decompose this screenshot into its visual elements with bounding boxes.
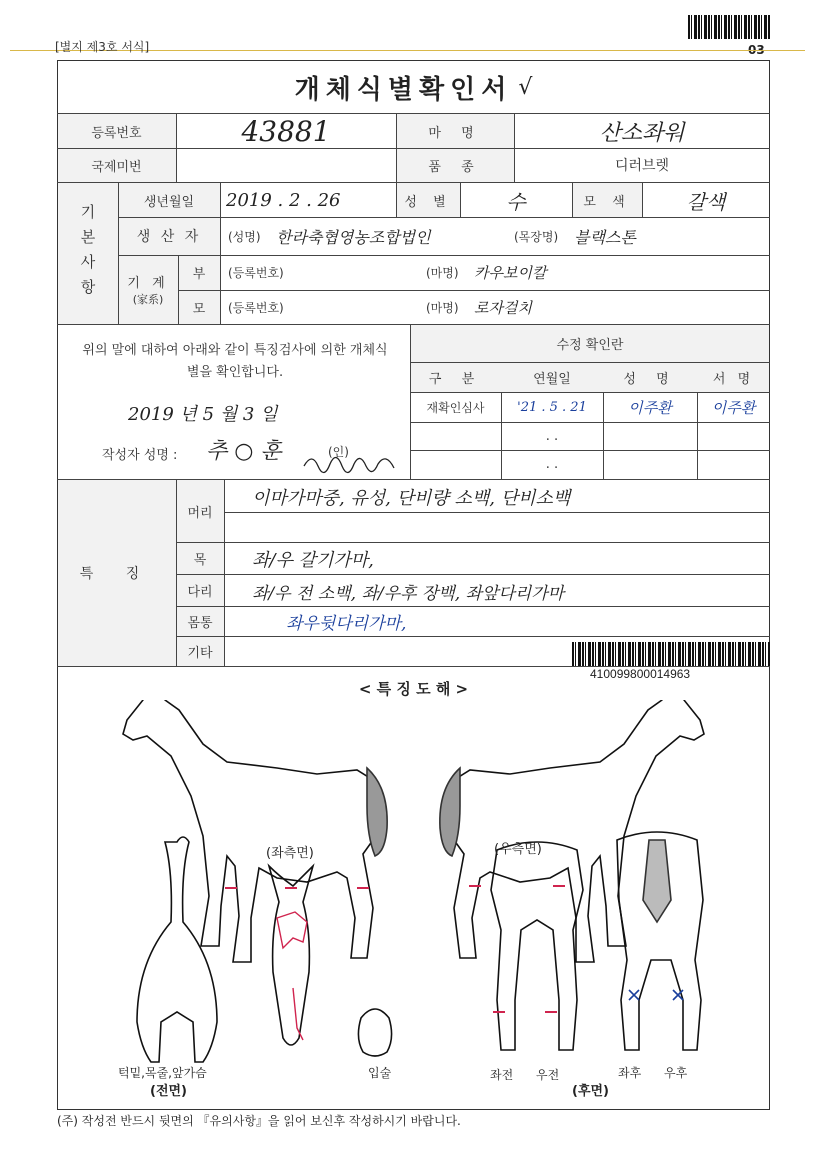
head-marking [277, 912, 307, 948]
ranch-name: 블랙스톤 [574, 227, 636, 247]
left-front-label: 좌전 [490, 1068, 514, 1082]
right-rear-label: 우후 [664, 1066, 688, 1080]
right-side-horse-tail [440, 768, 460, 856]
dam-reg-sub: (등록번호) [228, 300, 284, 315]
sex-value: 수 [506, 189, 526, 214]
sex-label: 성 별 [404, 194, 452, 210]
signer-name: 추 ○ 훈 [206, 439, 282, 464]
rev-row2-date: . . [545, 428, 559, 444]
rev-row3-date: . . [545, 457, 559, 472]
front-view-horse [137, 837, 217, 1062]
producer-name-sub: (성명) [228, 229, 261, 244]
head-front-view [269, 866, 313, 1045]
sire-reg-sub: (등록번호) [228, 266, 284, 280]
signature-scribble [300, 448, 410, 478]
breed-label: 품 종 [428, 159, 482, 175]
feat-body-label: 몸통 [187, 615, 213, 631]
dam-name-sub: (마명) [426, 300, 459, 315]
lineage-label: 기 계 (家系) [127, 276, 169, 306]
left-side-horse-tail [367, 768, 387, 856]
check-mark: √ [518, 74, 533, 100]
basic-section-label: 기본사항 [78, 203, 97, 304]
sire-name-sub: (마명) [426, 266, 459, 280]
barcode-number: 410099800014963 [590, 667, 691, 681]
footer-note: (주) 작성전 반드시 뒷면의 『유의사항』을 읽어 보신후 작성하시기 바랍니다. [57, 1114, 461, 1128]
features-section-label: 특 징 [79, 566, 154, 582]
breed-value: 디러브렛 [614, 158, 670, 174]
horse-name-value: 산소좌워 [599, 120, 685, 146]
rev-col-name: 성 명 [623, 371, 677, 387]
confirm-statement: 위의 말에 대하여 아래와 같이 특징검사에 의한 개체식별을 확인합니다. [82, 343, 388, 380]
left-rear-label: 좌후 [618, 1066, 642, 1080]
right-front-label: 우전 [536, 1068, 560, 1082]
left-side-label: (좌측면) [266, 846, 314, 861]
rev-row1-sign: 이주환 [711, 398, 756, 417]
signer-seal: (인) [328, 445, 349, 459]
rev-row1-date: '21 . 5 . 21 [517, 399, 587, 415]
feat-neck-label: 목 [193, 552, 207, 568]
rear-view-tail [643, 840, 671, 922]
right-side-horse-outline [450, 700, 704, 962]
producer-label: 생 산 자 [136, 229, 202, 245]
lips-diagram [358, 1009, 391, 1056]
lips-label: 입술 [368, 1066, 392, 1080]
form-label: [별지 제3호 서식] [55, 40, 150, 54]
top-barcode [688, 15, 771, 39]
feat-legs-label: 다리 [187, 584, 213, 600]
left-side-horse-outline [123, 700, 377, 962]
dam-name: 로자걸치 [474, 298, 532, 317]
feat-other-label: 기타 [187, 645, 213, 661]
rev-row1-name: 이주환 [628, 398, 672, 417]
id-barcode [572, 642, 770, 666]
sire-label: 부 [192, 267, 206, 282]
horse-name-label: 마 명 [428, 125, 482, 141]
intl-no-label: 국제미번 [91, 159, 142, 175]
nose-stripe [293, 988, 303, 1040]
rear-label: (후면) [572, 1084, 609, 1099]
dob-value: 2019 . 2 . 26 [226, 189, 341, 211]
front-label: (전면) [150, 1084, 187, 1099]
right-side-label: (우측면) [494, 842, 542, 857]
page-number: 03 [748, 43, 765, 57]
rev-col-sign: 서 명 [712, 371, 755, 387]
rev-col-type: 구 분 [428, 371, 483, 387]
dam-label: 모 [192, 301, 206, 317]
feat-legs-value: 좌/우 전 소백, 좌/우후 장백, 좌앞다리가마 [252, 583, 565, 604]
reg-no-value: 43881 [241, 114, 331, 148]
front-caption: 턱밑,목줄,앞가슴 [118, 1066, 207, 1080]
feat-head-label: 머리 [187, 505, 213, 521]
rev-row1-type: 재확인심사 [426, 400, 485, 415]
dob-label: 생년월일 [143, 194, 195, 210]
feat-neck-value: 좌/우 갈기가마, [252, 550, 374, 571]
producer-name: 한라축협영농조합법인 [276, 227, 431, 247]
signer-label: 작성자 성명 : [102, 448, 178, 463]
sire-name: 카우보이칼 [474, 264, 547, 282]
diagram-title: < 특 징 도 해 > [358, 679, 469, 698]
horse-diagrams [57, 700, 770, 1100]
reg-no-label: 등록번호 [91, 125, 142, 141]
color-label: 모 색 [583, 194, 631, 210]
feat-body-value: 좌우뒷다리가마, [286, 613, 407, 634]
revision-title: 수정 확인란 [556, 337, 624, 353]
document-title: 개체식별확인서 √ [294, 74, 533, 105]
rev-col-date: 연월일 [533, 371, 571, 387]
color-value: 갈색 [686, 189, 726, 214]
ranch-sub: (목장명) [514, 229, 559, 244]
confirm-date: 2019 년 5 월 3 일 [128, 404, 278, 425]
feat-head-value: 이마가마중, 유성, 단비량 소백, 단비소백 [252, 488, 571, 509]
